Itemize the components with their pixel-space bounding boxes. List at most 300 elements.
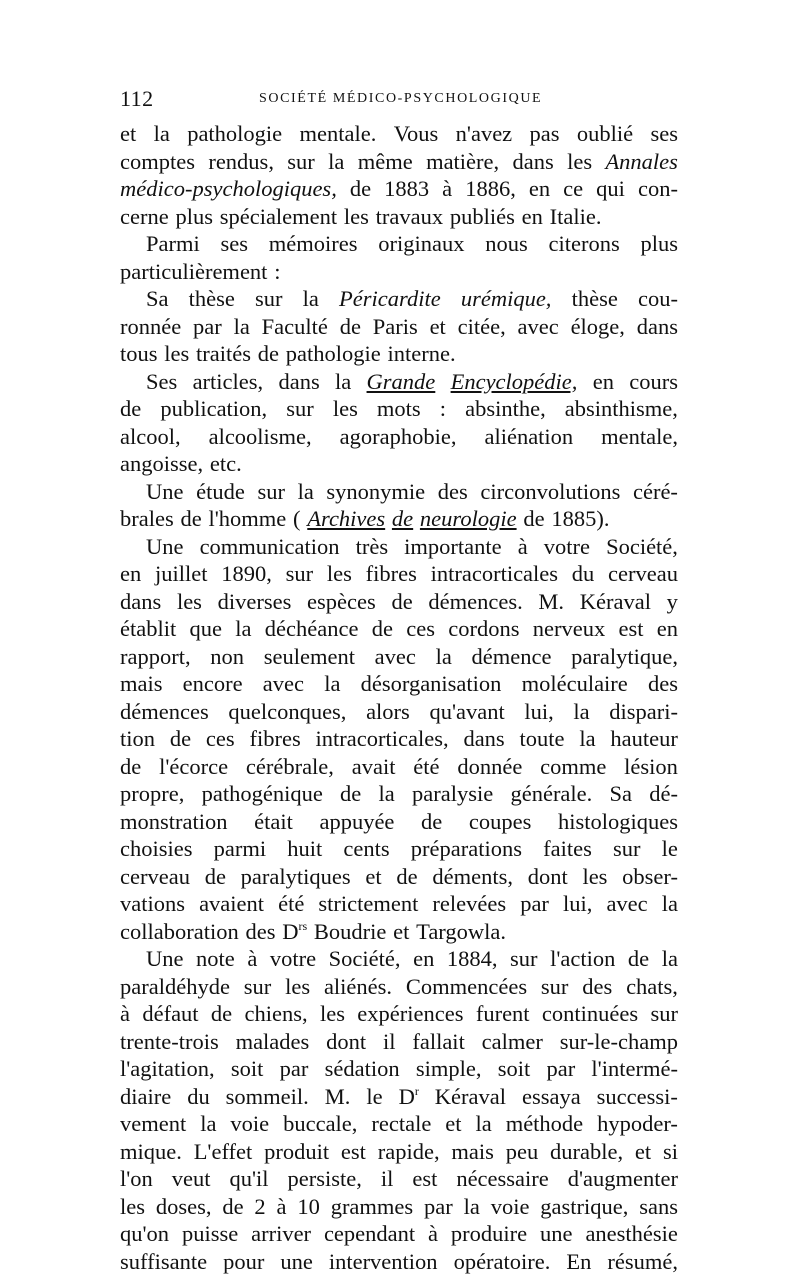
text-run: éloge, xyxy=(571,314,625,339)
text-run: moléculaire xyxy=(522,671,628,696)
text-run: à xyxy=(518,534,528,559)
text-run: durable, xyxy=(550,1139,623,1164)
word xyxy=(175,203,213,231)
text-run: de xyxy=(340,781,361,806)
text-line xyxy=(120,1193,678,1221)
text-run: il xyxy=(381,1166,394,1191)
text-run: est xyxy=(412,1166,437,1191)
text-run: cou- xyxy=(638,286,678,311)
word xyxy=(379,780,395,808)
word xyxy=(428,1220,438,1248)
word xyxy=(426,148,499,176)
text-run: aliénés. xyxy=(324,974,392,999)
word xyxy=(378,1138,440,1166)
text-line xyxy=(120,395,678,423)
word xyxy=(582,863,607,891)
text-run: intervention xyxy=(329,1249,438,1274)
word xyxy=(177,588,202,616)
word xyxy=(205,863,226,891)
styled-run: urémique, xyxy=(461,286,552,311)
text-run: nécessaire xyxy=(456,1166,548,1191)
text-run: En xyxy=(566,1249,591,1274)
text-run: intracorticales xyxy=(431,561,558,586)
text-run: angoisse, xyxy=(120,451,203,476)
text-line xyxy=(120,120,678,148)
text-run: pathogénique xyxy=(202,781,323,806)
text-run: Parmi xyxy=(146,231,200,256)
text-run: démences. xyxy=(428,589,522,614)
word xyxy=(412,1165,437,1193)
text-line xyxy=(120,1000,678,1028)
word xyxy=(120,450,203,478)
word xyxy=(286,340,381,368)
text-run: juillet xyxy=(155,561,208,586)
word xyxy=(120,615,176,643)
word xyxy=(392,505,413,533)
word xyxy=(190,615,223,643)
word xyxy=(416,1055,482,1083)
text-line xyxy=(120,973,678,1001)
word xyxy=(506,1138,539,1166)
word xyxy=(120,175,337,203)
word xyxy=(637,313,678,341)
text-run: citerons xyxy=(548,231,619,256)
text-run: paralytiques xyxy=(241,864,351,889)
word xyxy=(244,973,272,1001)
word xyxy=(206,725,235,753)
word xyxy=(200,1110,216,1138)
word xyxy=(365,863,381,891)
text-run: sur xyxy=(510,946,538,971)
text-run: préparations xyxy=(411,836,522,861)
text-run: oublié xyxy=(577,121,633,146)
text-run: avaient xyxy=(199,891,264,916)
text-run: sur xyxy=(541,974,569,999)
word xyxy=(461,285,552,313)
word xyxy=(610,780,633,808)
text-run: diaire xyxy=(120,1084,171,1109)
text-run: sur-le-champ xyxy=(560,1029,678,1054)
text-run: pour xyxy=(223,1249,264,1274)
text-run: intracorticales, xyxy=(316,726,449,751)
text-run: sur xyxy=(255,286,283,311)
word xyxy=(341,1138,366,1166)
text-run: huit xyxy=(287,836,322,861)
text-run: l'intermé- xyxy=(591,1056,678,1081)
word xyxy=(565,395,678,423)
text-run: démence xyxy=(472,644,552,669)
word xyxy=(264,1138,329,1166)
text-run: de xyxy=(340,314,361,339)
word xyxy=(406,615,435,643)
text-line xyxy=(120,1083,678,1111)
word xyxy=(146,533,184,561)
text-run: soit xyxy=(498,1056,531,1081)
word xyxy=(120,863,190,891)
text-run: ronnée xyxy=(120,314,181,339)
word xyxy=(436,643,452,671)
text-run: L'effet xyxy=(194,1139,253,1164)
text-run: cérébrale, xyxy=(246,754,334,779)
text-run: par xyxy=(280,1056,309,1081)
word xyxy=(280,1248,313,1275)
text-run: D xyxy=(282,919,298,944)
text-run: seulement xyxy=(264,644,355,669)
word xyxy=(626,973,678,1001)
text-run: à xyxy=(442,176,452,201)
word xyxy=(146,478,184,506)
word xyxy=(339,285,441,313)
text-run: produit xyxy=(264,1139,329,1164)
text-run: originaux xyxy=(378,231,464,256)
text-run: la xyxy=(298,479,314,504)
word xyxy=(544,533,590,561)
text-run: par xyxy=(520,891,549,916)
text-run: votre xyxy=(544,534,590,559)
text-run: qu'il xyxy=(230,1166,269,1191)
word xyxy=(214,835,266,863)
word xyxy=(518,533,528,561)
word xyxy=(269,230,358,258)
text-run: le xyxy=(366,1084,382,1109)
text-line xyxy=(120,1248,678,1275)
text-run: en xyxy=(657,616,678,641)
word xyxy=(183,670,243,698)
word xyxy=(572,560,595,588)
text-run: était xyxy=(254,809,293,834)
word xyxy=(571,643,678,671)
text-run: thèse xyxy=(189,286,235,311)
word xyxy=(210,450,242,478)
styled-run: de xyxy=(392,506,413,531)
word xyxy=(629,368,678,396)
text-line xyxy=(120,918,678,946)
word xyxy=(428,588,522,616)
text-run: 1890, xyxy=(221,561,272,586)
word xyxy=(277,1193,287,1221)
text-run: note xyxy=(196,946,235,971)
text-run: communication xyxy=(200,534,340,559)
word xyxy=(413,945,434,973)
word xyxy=(411,835,522,863)
text-line xyxy=(120,313,678,341)
text-run: des xyxy=(245,919,275,944)
text-run: choisies xyxy=(120,836,193,861)
text-run: Sa xyxy=(610,781,633,806)
text-line xyxy=(120,258,678,286)
word xyxy=(445,1110,461,1138)
text-run: Kéraval xyxy=(580,589,651,614)
text-line xyxy=(120,148,678,176)
text-run: que xyxy=(190,616,223,641)
word xyxy=(361,670,502,698)
word xyxy=(120,1110,186,1138)
word xyxy=(257,478,285,506)
word xyxy=(251,1220,311,1248)
word xyxy=(146,368,177,396)
word xyxy=(506,1110,583,1138)
text-run: n'avez xyxy=(456,121,513,146)
word xyxy=(573,698,589,726)
text-run: peu xyxy=(506,1139,539,1164)
word xyxy=(429,698,504,726)
text-run: ces xyxy=(406,616,435,641)
word xyxy=(605,148,678,176)
word xyxy=(538,588,564,616)
text-line xyxy=(120,670,678,698)
word xyxy=(254,808,293,836)
word xyxy=(541,973,569,1001)
word xyxy=(367,368,436,396)
word xyxy=(324,670,340,698)
text-run: dé- xyxy=(649,781,678,806)
word xyxy=(399,1083,419,1111)
text-run: 1884, xyxy=(447,946,498,971)
word xyxy=(563,890,592,918)
text-run: sédation xyxy=(325,1056,400,1081)
word xyxy=(160,395,267,423)
word xyxy=(639,1193,678,1221)
text-line xyxy=(120,203,678,231)
text-run: avait xyxy=(352,754,396,779)
word xyxy=(263,670,304,698)
word xyxy=(456,1165,548,1193)
text-run: produire xyxy=(451,1221,527,1246)
word xyxy=(278,368,319,396)
word xyxy=(413,753,439,781)
word xyxy=(303,285,319,313)
word xyxy=(366,1083,382,1111)
word xyxy=(662,945,678,973)
text-run: à xyxy=(247,946,257,971)
text-run: dans xyxy=(120,589,161,614)
word xyxy=(451,1220,527,1248)
word xyxy=(585,1220,677,1248)
word xyxy=(226,1083,309,1111)
word xyxy=(601,423,678,451)
text-run: thèse xyxy=(572,286,618,311)
word xyxy=(480,478,620,506)
word xyxy=(560,1028,678,1056)
word xyxy=(283,1110,357,1138)
styled-run: Archives xyxy=(307,506,385,531)
word xyxy=(640,230,678,258)
word xyxy=(187,120,282,148)
word xyxy=(543,835,592,863)
text-run: Sa xyxy=(146,286,169,311)
word xyxy=(633,478,678,506)
text-line xyxy=(120,505,678,533)
word xyxy=(662,890,678,918)
word xyxy=(430,313,446,341)
word xyxy=(356,533,389,561)
text-run: résumé, xyxy=(607,1249,678,1274)
text-run: 1886, xyxy=(465,176,516,201)
word xyxy=(262,313,328,341)
text-run: des xyxy=(582,974,612,999)
text-run: démences xyxy=(120,699,209,724)
text-run: buccale, xyxy=(283,1111,357,1136)
word xyxy=(218,588,292,616)
text-run: anesthésie xyxy=(585,1221,677,1246)
text-run: quelconques, xyxy=(228,699,346,724)
text-run: parmi xyxy=(214,836,266,861)
word xyxy=(650,120,678,148)
text-run: puisse xyxy=(182,1221,238,1246)
word xyxy=(383,1028,396,1056)
word xyxy=(146,230,200,258)
word xyxy=(329,1248,438,1275)
text-run: la xyxy=(234,314,250,339)
text-line xyxy=(120,1110,678,1138)
text-line xyxy=(120,588,678,616)
word xyxy=(522,1083,581,1111)
word xyxy=(318,890,418,918)
text-run: ses xyxy=(650,121,678,146)
text-run: matière, xyxy=(426,149,499,174)
text-line xyxy=(120,285,678,313)
text-run: alcoolisme, xyxy=(209,424,312,449)
text-run: : xyxy=(274,259,280,284)
text-run: qu'on xyxy=(120,1221,169,1246)
word xyxy=(231,1055,264,1083)
word xyxy=(513,148,554,176)
word xyxy=(416,918,506,946)
word xyxy=(530,120,560,148)
text-run: d'augmenter xyxy=(568,1166,678,1191)
word xyxy=(520,890,549,918)
word xyxy=(120,835,193,863)
text-run: calmer xyxy=(482,1029,543,1054)
word xyxy=(329,945,401,973)
text-line xyxy=(120,1220,678,1248)
text-run: trente-trois xyxy=(120,1029,219,1054)
text-run: été xyxy=(278,891,304,916)
word xyxy=(435,1083,506,1111)
text-run: la xyxy=(573,699,589,724)
text-run: dispari- xyxy=(609,699,678,724)
text-run: l'homme xyxy=(208,506,286,531)
word xyxy=(120,1220,169,1248)
text-line xyxy=(120,643,678,671)
text-run: M. xyxy=(325,1084,351,1109)
text-run: chats, xyxy=(626,974,678,999)
text-run: mentale. xyxy=(300,121,377,146)
styled-run: neurologie xyxy=(420,506,517,531)
text-run: agoraphobie, xyxy=(340,424,457,449)
word xyxy=(120,560,141,588)
word xyxy=(120,973,230,1001)
word xyxy=(246,753,334,781)
page-header xyxy=(120,86,680,116)
word xyxy=(624,753,678,781)
word xyxy=(424,1193,453,1221)
text-run: suffisante xyxy=(120,1249,207,1274)
text-line xyxy=(120,560,678,588)
word xyxy=(476,1000,530,1028)
text-run: paralytique, xyxy=(571,644,678,669)
word xyxy=(286,395,314,423)
word xyxy=(550,203,602,231)
word xyxy=(597,1083,678,1111)
word xyxy=(464,1193,480,1221)
word xyxy=(172,1165,211,1193)
word xyxy=(609,698,678,726)
text-run: cerne xyxy=(120,204,169,229)
text-run: de xyxy=(628,946,649,971)
text-line xyxy=(120,698,678,726)
text-run: malades xyxy=(236,1029,310,1054)
word xyxy=(287,835,322,863)
text-run: et xyxy=(393,919,409,944)
text-run: lésion xyxy=(624,754,678,779)
word xyxy=(465,175,516,203)
text-run: cours xyxy=(629,369,678,394)
text-run: la xyxy=(324,671,340,696)
text-run: ( xyxy=(293,506,301,531)
word xyxy=(396,863,417,891)
text-run: très xyxy=(356,534,389,559)
word xyxy=(596,175,625,203)
text-run: Une xyxy=(146,946,184,971)
word xyxy=(300,120,377,148)
text-line xyxy=(120,808,678,836)
word xyxy=(245,1000,308,1028)
text-run: l'agitation, xyxy=(120,1056,215,1081)
word xyxy=(255,285,283,313)
text-line xyxy=(120,340,678,368)
text-run: la xyxy=(235,616,251,641)
text-run: Faculté xyxy=(262,314,328,339)
word xyxy=(120,395,141,423)
text-run: diverses xyxy=(218,589,292,614)
text-run: et xyxy=(445,1111,461,1136)
text-run: essaya xyxy=(522,1084,581,1109)
text-run: de xyxy=(391,589,412,614)
text-run: Italie. xyxy=(550,204,602,229)
text-run: les xyxy=(344,204,369,229)
word xyxy=(120,1165,153,1193)
word xyxy=(465,395,546,423)
text-run: dont xyxy=(326,1029,366,1054)
text-run: ce xyxy=(563,176,583,201)
text-run: 10 xyxy=(297,1194,320,1219)
text-run: arriver xyxy=(251,1221,311,1246)
word xyxy=(314,918,387,946)
text-run: rapport, xyxy=(120,644,191,669)
word xyxy=(156,1193,212,1221)
word xyxy=(498,1055,531,1083)
word xyxy=(387,340,455,368)
word xyxy=(241,863,351,891)
text-run: de xyxy=(205,864,226,889)
text-line xyxy=(120,533,678,561)
text-run: sommeil. xyxy=(226,1084,309,1109)
word xyxy=(540,1220,573,1248)
word xyxy=(120,1193,145,1221)
word xyxy=(286,560,314,588)
text-run: Une xyxy=(146,534,184,559)
text-run: la xyxy=(579,726,595,751)
word xyxy=(482,1028,543,1056)
word xyxy=(606,890,647,918)
text-run: déchéance xyxy=(265,616,359,641)
running-title: SOCIÉTÉ MÉDICO-PSYCHOLOGIQUE xyxy=(259,91,542,107)
word xyxy=(571,313,625,341)
text-run: dans xyxy=(513,149,554,174)
word xyxy=(120,670,163,698)
text-run: importante xyxy=(404,534,501,559)
